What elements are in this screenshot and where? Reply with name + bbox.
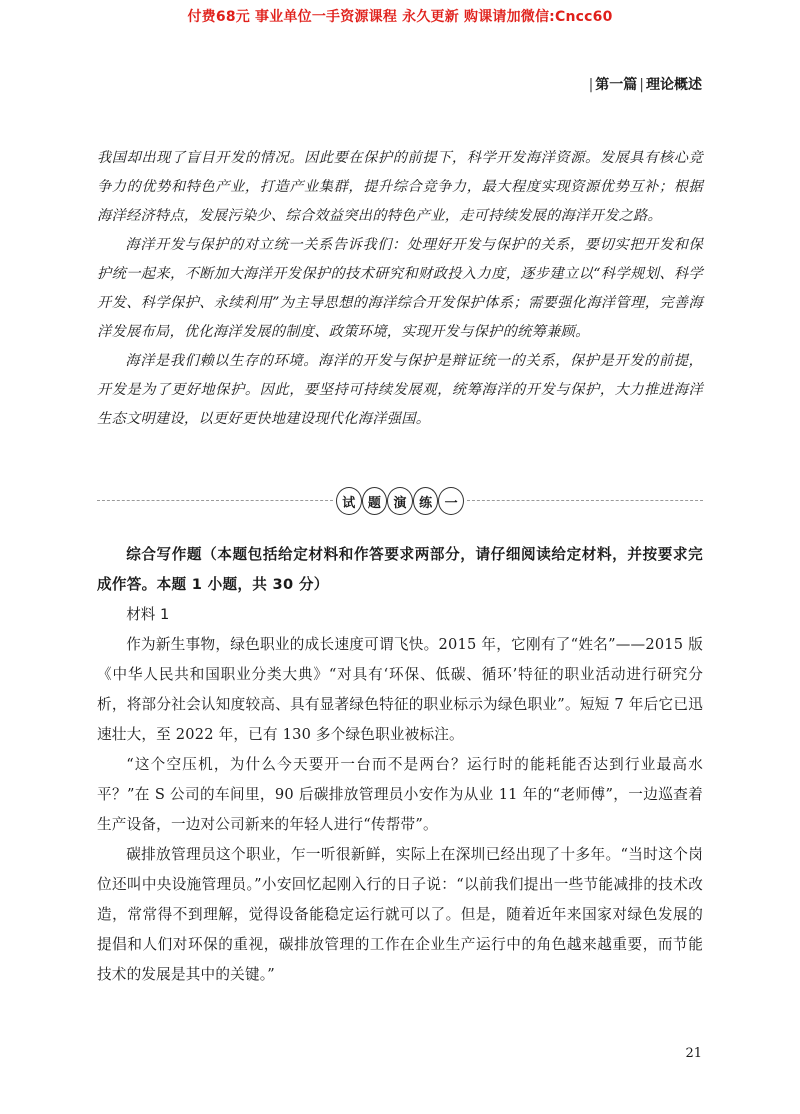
material-label: 材料 1	[126, 606, 170, 623]
running-head-section: 理论概述	[646, 77, 702, 93]
section-heading-char: 试	[336, 487, 362, 515]
running-head-divider: |	[588, 77, 594, 93]
section-heading-char: 演	[387, 487, 413, 515]
running-head	[587, 74, 702, 94]
section-heading-char: 题	[362, 487, 388, 515]
promo-banner: 付费68元 事业单位一手资源课程 永久更新 购课请加微信:Cncc60	[187, 9, 613, 25]
divider-line-right	[467, 500, 703, 501]
question-title: 综合写作题（本题包括给定材料和作答要求两部分，请仔细阅读给定材料，并按要求完成作答。本题 1 小题，共 30 分）	[97, 546, 703, 593]
running-head-part: 第一篇	[595, 77, 638, 93]
section-divider	[97, 484, 703, 518]
material-paragraph: 作为新生事物，绿色职业的成长速度可谓飞快。2015 年，它刚有了“姓名”——2015 版《中华人民共和国职业分类大典》“对具有‘环保、低碳、循环’特征的职业活动进行研究分析，将部分社会认知度较高、具有显著绿色特征的职业标示为绿色职业”。短短 7 年后它已迅速壮大，至 2022 年，已有 130 多个绿色职业被标注。	[97, 636, 703, 743]
body-paragraph: 我国却出现了盲目开发的情况。因此要在保护的前提下，科学开发海洋资源。发展具有核心竞争力的优势和特色产业，打造产业集群，提升综合竞争力，最大程度实现资源优势互补；根据海洋经济特点，发展污染少、综合效益突出的特色产业，走可持续发展的海洋开发之路。	[97, 150, 703, 224]
body-paragraph: 海洋是我们赖以生存的环境。海洋的开发与保护是辩证统一的关系，保护是开发的前提，开发是为了更好地保护。因此，要坚持可持续发展观，统筹海洋的开发与保护，大力推进海洋生态文明建设，以更好更快地建设现代化海洋强国。	[97, 353, 703, 427]
running-head-divider: |	[639, 77, 644, 93]
material-paragraph: “这个空压机，为什么今天要开一台而不是两台？运行时的能耗能否达到行业最高水平？”在 S 公司的车间里，90 后碳排放管理员小安作为从业 11 年的“老师傅”，一边巡查着生产设备，一边对公司新来的年轻人进行“传帮带”。	[97, 756, 703, 833]
section-heading-char: 一	[438, 487, 464, 515]
exercise-section	[97, 540, 703, 990]
section-heading	[336, 484, 464, 518]
section-heading-char: 练	[413, 487, 439, 515]
material-paragraph: 碳排放管理员这个职业，乍一听很新鲜，实际上在深圳已经出现了十多年。“当时这个岗位还叫中央设施管理员。”小安回忆起刚入行的日子说：“以前我们提出一些节能减排的技术改造，常常得不到理解，觉得设备能稳定运行就可以了。但是，随着近年来国家对绿色发展的提倡和人们对环保的重视，碳排放管理的工作在企业生产运行中的角色越来越重要，而节能技术的发展是其中的关键。”	[97, 846, 703, 983]
page-number: 21	[685, 1046, 702, 1061]
body-paragraph: 海洋开发与保护的对立统一关系告诉我们：处理好开发与保护的关系，要切实把开发和保护统一起来，不断加大海洋开发保护的技术研究和财政投入力度，逐步建立以“科学规划、科学开发、科学保护、永续利用”为主导思想的海洋综合开发保护体系；需要强化海洋管理，完善海洋发展布局，优化海洋发展的制度、政策环境，实现开发与保护的统筹兼顾。	[97, 237, 703, 340]
divider-line-left	[97, 500, 333, 501]
body-text	[97, 144, 703, 434]
